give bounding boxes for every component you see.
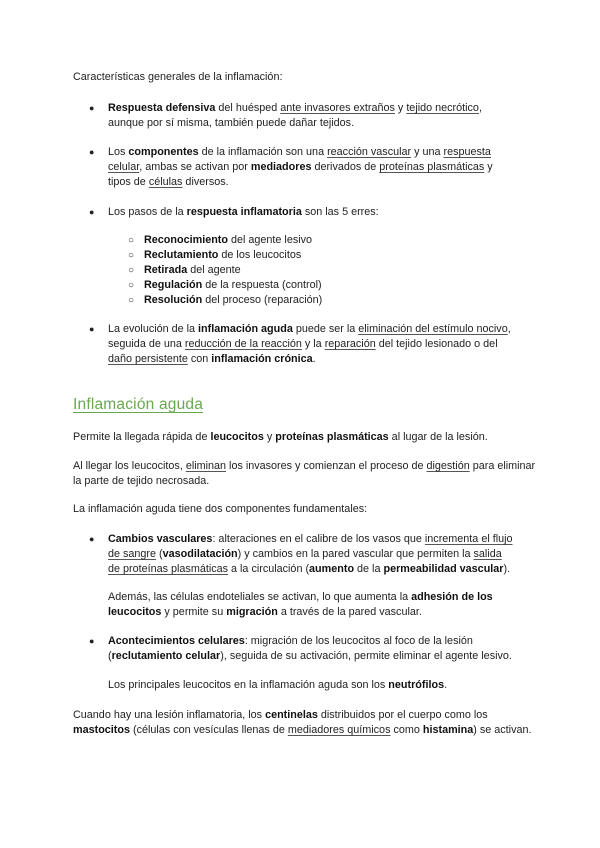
paragraph-neutrofilos: Los principales leucocitos en la inflamación aguda son los neutrófilos. <box>108 679 448 691</box>
intro-text: Características generales de la inflamación: <box>73 71 283 83</box>
sublist-item: ○ Retirada del agente <box>128 264 241 276</box>
paragraph-llegada: Permite la llegada rápida de leucocitos y proteínas plasmáticas al lugar de la lesión. <box>73 431 488 443</box>
bullet-icon: ● <box>89 207 95 217</box>
sublist-item: ○ Regulación de la respuesta (control) <box>128 279 322 291</box>
paragraph-leucocitos: Al llegar los leucocitos, eliminan los invasores y comienzan el proceso de digestión para eliminar la parte de tejido necrosada. <box>73 460 536 487</box>
list-item-acontecimientos-celulares: ● Acontecimientos celulares: migración de los leucocitos al foco de la lesión (reclutamiento celular), seguida de su activación, permite eliminar el agente lesivo. <box>89 635 512 662</box>
paragraph-componentes: La inflamación aguda tiene dos componentes fundamentales: <box>73 503 368 515</box>
list-item-evolucion: ● La evolución de la inflamación aguda puede ser la eliminación del estímulo nocivo, seguida de una reducción de la reacción y la reparación del tejido lesionado o del daño persistente con inflamación crónica. <box>89 323 511 365</box>
list-item-componentes: ● Los componentes de la inflamación son una reacción vascular y una respuesta celular, ambas se activan por mediadores derivados de proteínas plasmáticas y tipos de células diversos. <box>89 146 493 188</box>
list-item-cambios-vasculares: ● Cambios vasculares: alteraciones en el calibre de los vasos que incrementa el flujo de sangre (vasodilatación) y cambios en la pared vascular que permiten la salida de proteínas plasmáticas a la circulación (aumento de la permeabilidad vascular). <box>89 533 513 575</box>
bullet-icon: ● <box>89 324 95 334</box>
sublist-item: ○ Resolución del proceso (reparación) <box>128 294 323 306</box>
paragraph-adhesion: Además, las células endoteliales se activan, lo que aumenta la adhesión de los leucocitos y permite su migración a través de la pared vascular. <box>108 591 493 618</box>
list-item-respuesta-defensiva: ● Respuesta defensiva del huésped ante invasores extraños y tejido necrótico, aunque por sí misma, también puede dañar tejidos. <box>89 102 482 129</box>
paragraph-centinelas: Cuando hay una lesión inflamatoria, los centinelas distribuidos por el cuerpo como los mastocitos (células con vesículas llenas de mediadores químicos como histamina) se activan. <box>73 709 532 736</box>
circle-bullet-icon: ○ <box>128 295 135 306</box>
sublist-item: ○ Reconocimiento del agente lesivo <box>128 234 313 246</box>
bullet-icon: ● <box>89 147 95 157</box>
circle-bullet-icon: ○ <box>128 235 135 246</box>
bullet-icon: ● <box>89 636 95 646</box>
circle-bullet-icon: ○ <box>128 265 135 276</box>
bullet-icon: ● <box>89 103 95 113</box>
circle-bullet-icon: ○ <box>128 250 135 261</box>
circle-bullet-icon: ○ <box>128 280 135 291</box>
sublist-item: ○ Reclutamiento de los leucocitos <box>128 249 302 261</box>
list-item-pasos: ● Los pasos de la respuesta inflamatoria son las 5 erres: <box>89 206 379 218</box>
bullet-icon: ● <box>89 534 95 544</box>
section-heading: Inflamación aguda <box>73 396 204 413</box>
